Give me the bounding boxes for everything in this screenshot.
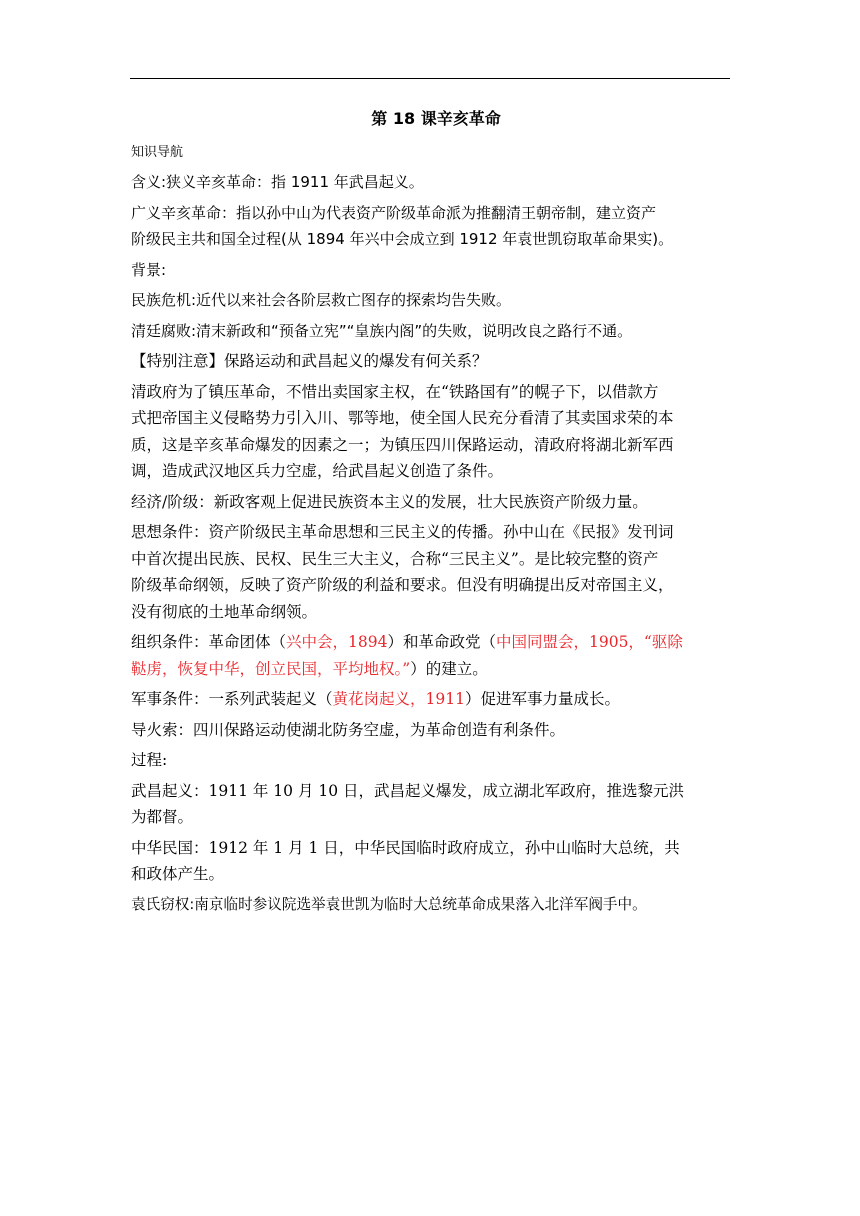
highlight-slogan: 鞑虏，恢复中华，创立民国，平均地权。” — [131, 659, 411, 678]
military-text: 军事条件：一系列武装起义（ — [131, 690, 333, 708]
page-title: 第 18 课辛亥革命 — [371, 109, 501, 128]
document-body — [131, 105, 741, 918]
republic-of-china-2: 和政体产生。 — [131, 865, 225, 883]
organization-1 — [131, 629, 741, 656]
header-rule — [130, 78, 730, 79]
ideology-1: 思想条件：资产阶级民主革命思想和三民主义的传播。孙中山在《民报》发刊词 — [131, 523, 674, 541]
organization-2 — [131, 656, 741, 683]
note-answer-2: 式把帝国主义侵略势力引入川、鄂等地，使全国人民充分看清了其卖国求荣的本 — [131, 409, 674, 427]
section-label-nav: 知识导航 — [131, 145, 184, 160]
yuan-usurpation: 袁氏窃权:南京临时参议院选举袁世凯为临时大总统革命成果落入北洋军阀手中。 — [131, 895, 647, 913]
definition-narrow: 含义:狭义辛亥革命：指 1911 年武昌起义。 — [131, 173, 424, 191]
definition-broad-2: 阶级民主共和国全过程(从 1894 年兴中会成立到 1912 年袁世凯窃取革命果实)。 — [131, 230, 674, 248]
organization-text-end: ）的建立。 — [410, 659, 488, 678]
organization-text-mid: ）和革命政党（ — [387, 633, 496, 651]
note-answer-4: 调，造成武汉地区兵力空虚，给武昌起义创造了条件。 — [131, 462, 504, 480]
note-answer-1: 清政府为了镇压革命，不惜出卖国家主权，在“铁路国有”的幌子下，以借款方 — [131, 382, 659, 401]
section-process: 过程: — [131, 751, 168, 769]
economic-class: 经济/阶级：新政客观上促进民族资本主义的发展，壮大民族资产阶级力量。 — [131, 492, 648, 511]
national-crisis: 民族危机:近代以来社会各阶层救亡图存的探索均告失败。 — [131, 291, 512, 309]
highlight-huanghuagang: 黄花岗起义，1911 — [332, 690, 465, 708]
section-background: 背景: — [131, 260, 167, 279]
wuchang-uprising-1: 武昌起义：1911 年 10 月 10 日，武昌起义爆发，成立湖北军政府，推选黎元洪 — [131, 781, 685, 800]
wuchang-uprising-2: 为都督。 — [131, 808, 194, 826]
military-conditions — [131, 686, 741, 713]
note-answer-3: 质，这是辛亥革命爆发的因素之一；为镇压四川保路运动，清政府将湖北新军西 — [131, 435, 674, 454]
republic-of-china-1: 中华民国：1912 年 1 月 1 日，中华民国临时政府成立，孙中山临时大总统，共 — [131, 838, 680, 857]
definition-broad-1: 广义辛亥革命：指以孙中山为代表资产阶级革命派为推翻清王朝帝制，建立资产 — [131, 203, 657, 222]
ideology-3: 阶级革命纲领，反映了资产阶级的利益和要求。但没有明确提出反对帝国主义， — [131, 576, 674, 594]
ideology-4: 没有彻底的土地革命纲领。 — [131, 602, 318, 621]
trigger: 导火索：四川保路运动使湖北防务空虚，为革命创造有利条件。 — [131, 720, 566, 739]
organization-text: 组织条件：革命团体（ — [131, 633, 287, 651]
highlight-xingzhonghui: 兴中会，1894 — [286, 633, 388, 651]
qing-corruption: 清廷腐败:清末新政和“预备立宪”“皇族内阁”的失败，说明改良之路行不通。 — [131, 321, 633, 340]
ideology-2: 中首次提出民族、民权、民生三大主义，合称“三民主义”。是比较完整的资产 — [131, 549, 659, 568]
highlight-tongmenghui: 中国同盟会，1905，“驱除 — [495, 633, 683, 651]
special-note: 【特别注意】保路运动和武昌起义的爆发有何关系？ — [131, 352, 488, 370]
military-text-end: ）促进军事力量成长。 — [464, 690, 620, 708]
